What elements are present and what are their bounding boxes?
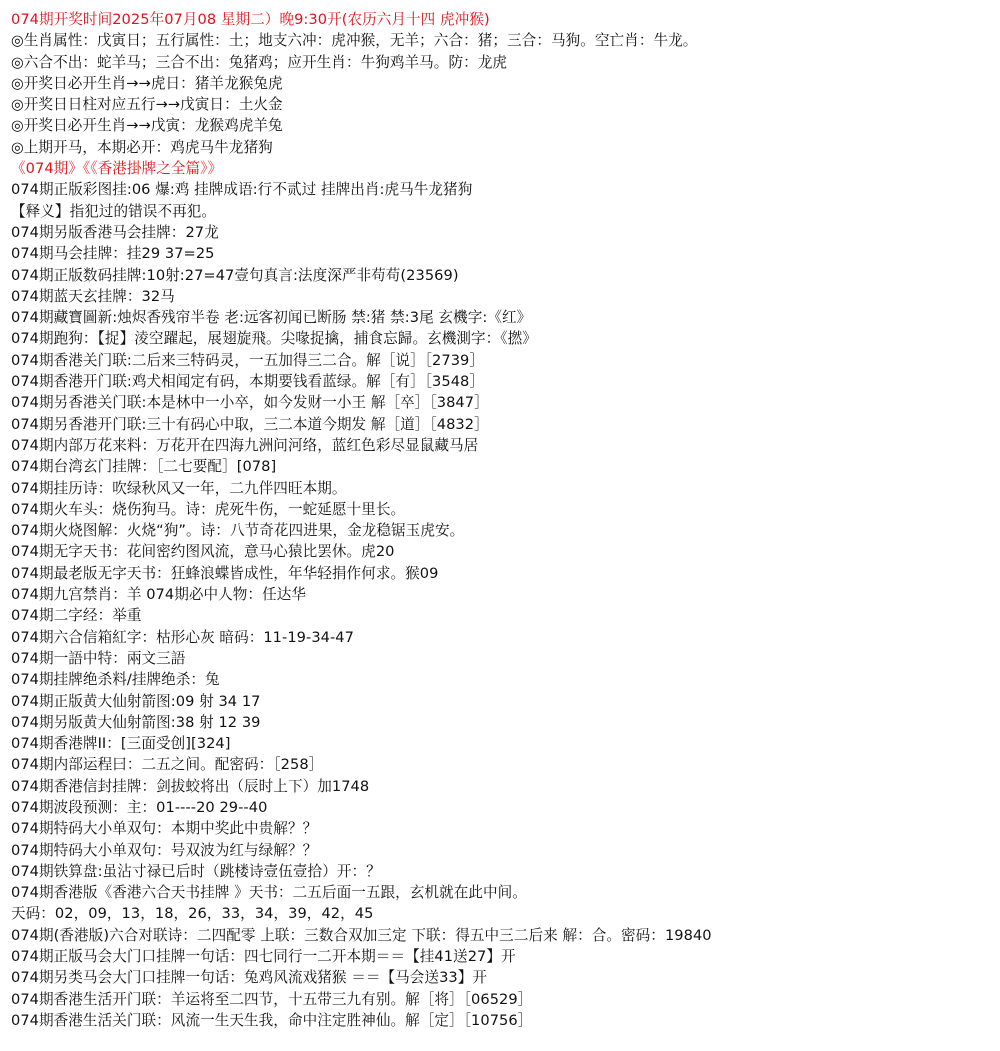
- text-line: 074期另香港开门联:三十有码心中取，三二本道今期发 解［道］［4832］: [11, 415, 489, 433]
- text-line: 074期六合信箱紅字：枯形心灰 暗码：11-19-34-47: [11, 628, 354, 646]
- text-line: 074期香港牌II：[三面受创][324]: [11, 735, 231, 753]
- text-line: 074期藏寶圖新:烛烬香残帘半卷 老:远客初闻已断肠 禁:猪 禁:3尾 玄機字:《红》: [11, 309, 532, 327]
- text-line: 074期一語中特：兩文三語: [11, 649, 186, 667]
- text-line: 074期另版黄大仙射箭图:38 射 12 39: [11, 713, 261, 731]
- text-line: 074期无字天书：花间密约图风流，意马心猿比罢休。虎20: [11, 543, 395, 561]
- text-line: 074期另版香港马会挂牌：27龙: [11, 223, 219, 241]
- text-line: 074期九宫禁肖：羊 074期必中人物：任达华: [11, 586, 307, 604]
- text-line: 074期火烧图解：火烧“狗”。诗：八节奇花四进果，金龙稳锯玉虎安。: [11, 522, 465, 540]
- text-line: ◎开奖日必开生肖→→戊寅：龙猴鸡虎羊兔: [11, 117, 283, 135]
- highlight-line: 074期开奖时间2025年07月08 星期二）晚9:30开(农历六月十四 虎冲猴): [11, 11, 490, 28]
- text-line: 074期香港开门联:鸡犬相闻定有码，本期要钱看蓝绿。解［有］［3548］: [11, 373, 485, 391]
- text-line: 074期正版马会大门口挂牌一句话：四七同行一二开本期＝＝【挂41送27】开: [11, 948, 516, 966]
- text-line: 074期正版数码挂牌:10射:27=47壹句真言:法度深严非苟苟(23569): [11, 266, 459, 284]
- text-line: 074期铁算盘:虽沾寸禄已后时（跳楼诗壹伍壹拾）开：？: [11, 862, 381, 880]
- text-line: 074期特码大小单双句：号双波为红与绿解？？: [11, 841, 318, 859]
- text-line: 074期蓝天玄挂牌：32马: [11, 287, 175, 305]
- text-line: 074期香港生活关门联：风流一生天生我，命中注定胜神仙。解［定］［10756］: [11, 1011, 533, 1029]
- text-line: 074期另香港关门联:本是林中一小卒，如今发财一小王 解［卒］［3847］: [11, 394, 489, 412]
- text-line: 074期波段预测：主：01----20 29--40: [11, 798, 268, 816]
- text-line: ◎开奖日日柱对应五行→→戊寅日：土火金: [11, 96, 283, 114]
- text-line: 074期另类马会大门口挂牌一句话：兔鸡风流戏猪猴 ＝＝【马会送33】开: [11, 969, 488, 987]
- text-line: 074期香港关门联:二后来三特码灵，一五加得三二合。解［说］［2739］: [11, 351, 485, 369]
- text-line: ◎六合不出：蛇羊马；三合不出：兔猪鸡；应开生肖：牛狗鸡羊马。防：龙虎: [11, 53, 508, 71]
- text-line: 074期马会挂牌：挂29 37=25: [11, 245, 215, 263]
- text-line: 074期最老版无字天书：狂蜂浪蝶皆成性，年华轻捐作何求。猴09: [11, 564, 439, 582]
- text-line: 074期内部万花来料：万花开在四海九洲问河络，蓝红色彩尽显鼠藏马居: [11, 436, 479, 454]
- text-line: 074期(香港版)六合对联诗：二四配零 上联：三数合双加三定 下联：得五中三二后来 解：合。密码：19840: [11, 926, 712, 944]
- text-line: 074期正版彩图挂:06 爆:鸡 挂牌成语:行不贰过 挂牌出肖:虎马牛龙猪狗: [11, 181, 473, 199]
- text-line: 074期特码大小单双句：本期中奖此中贵解？？: [11, 820, 318, 838]
- highlight-line: 《074期》《《香港掛牌之全篇》》: [11, 160, 223, 178]
- text-line: 【释义】指犯过的错误不再犯。: [11, 202, 217, 220]
- text-line: 074期挂牌绝杀料/挂牌绝杀：兔: [11, 671, 220, 689]
- text-line: ◎生肖属性：戊寅日；五行属性：土；地支六冲：虎冲猴，无羊；六合：猪；三合：马狗。空亡肖：牛龙。: [11, 32, 698, 50]
- text-line: 074期香港信封挂牌：剑拔蛟将出（辰时上下）加1748: [11, 777, 370, 795]
- text-line: 074期正版黄大仙射箭图:09 射 34 17: [11, 692, 261, 710]
- text-line: 074期内部运程曰：二五之间。配密码：［258］: [11, 756, 324, 774]
- text-line: 074期香港版《香港六合天书挂牌 》天书：二五后面一五跟，玄机就在此中间。: [11, 884, 527, 902]
- text-line: 074期香港生活开门联：羊运将至二四节，十五带三九有别。解［将］［06529］: [11, 990, 533, 1008]
- text-line: 074期挂历诗：吹绿秋风又一年，二九伴四旺本期。: [11, 479, 347, 497]
- text-line: 074期台湾玄门挂牌：［二七要配］[078]: [11, 458, 277, 476]
- text-lines: [11, 9, 1000, 1031]
- text-line: ◎上期开马，本期必开：鸡虎马牛龙猪狗: [11, 138, 273, 156]
- text-line: 天码：02，09，13，18，26，33，34，39，42，45: [11, 905, 374, 923]
- text-line: 074期火车头：烧伤狗马。诗：虎死牛伤，一蛇延愿十里长。: [11, 500, 406, 518]
- text-line: 074期二字经：举重: [11, 607, 142, 625]
- text-line: ◎开奖日必开生肖→→虎日：猪羊龙猴兔虎: [11, 74, 283, 92]
- text-line: 074期跑狗：【捉】淩空躍起，展翅旋飛。尖喙捉擒，捕食忘歸。玄機測字：《撚》: [11, 330, 537, 348]
